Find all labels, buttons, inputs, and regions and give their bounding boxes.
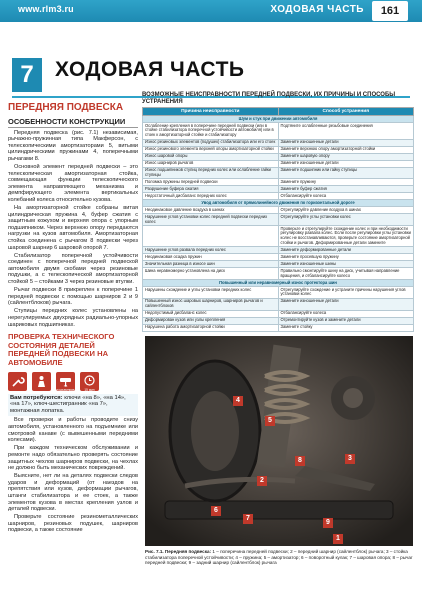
cause-cell: Неодинаковое давление воздуха в шинах: [143, 207, 279, 214]
fix-cell: Замените деформированные детали: [278, 247, 414, 254]
photo-callout-8: 8: [295, 456, 305, 466]
cause-cell: Повышенный износ шаровых шарниров, шарниров рычагов и сайлентблоков: [143, 298, 279, 310]
cause-cell: Поломка пружины передней подвески: [143, 179, 279, 186]
photo-callout-1: 1: [333, 534, 343, 544]
table-title: ВОЗМОЖНЫЕ НЕИСПРАВНОСТИ ПЕРЕДНЕЙ ПОДВЕСКИ, ИХ ПРИЧИНЫ И СПОСОБЫ УСТРАНЕНИЯ: [142, 92, 396, 105]
table-row: [143, 225, 414, 246]
paragraph: На амортизаторной стойке собраны витая цилиндрическая пружина 4, буфер сжатия с защитным кожухом и верхняя опора с упорным подшипником. Через верхнюю опору передаются нагрузки на кузов автомобиля. Амортизаторная стойка соединена с рычагом 8 подвески через шаровой шарнир 6 шаровой опорой 7.: [8, 205, 138, 251]
table-header-fix: Способ устранения: [278, 108, 414, 116]
wrench-icon: [8, 372, 27, 391]
lift-icon: [56, 372, 75, 391]
fix-cell: Замените изношенные детали: [278, 160, 414, 167]
fix-cell: Подтяните ослабленные резьбовые соединения: [278, 122, 414, 139]
figure-caption-lead: Рис. 7.1. Передняя подвеска:: [145, 549, 212, 554]
chapter-number-badge: 7: [12, 58, 42, 92]
fix-cell: Замените подшипник или гайку ступицы: [278, 167, 414, 179]
cause-cell: Нарушение углов развала передних колес: [143, 247, 279, 254]
table-row: [143, 261, 414, 268]
fix-cell: Замените буфер сжатия: [278, 186, 414, 193]
table-header-cause: Причина неисправности: [143, 108, 279, 116]
paragraph: При каждом техническом обслуживании и ремонте надо обязательно проверять состояние защитных чехлов шарниров подвески, на чехлах не должно быть механических повреждений.: [8, 445, 138, 472]
cause-cell: Шина неравномерно установлена на диск: [143, 268, 279, 280]
table-row: [143, 298, 414, 310]
tool-icons-row: [8, 372, 138, 391]
table-group-row: [143, 116, 414, 123]
table-row: [143, 317, 414, 324]
table-row: [143, 122, 414, 139]
required-tools-text: ключи «на 8», «на 14», «на 17», ключ-шестигранник «на 7», монтажная лопатка.: [10, 394, 126, 415]
person-icon: [32, 372, 51, 391]
cause-cell: Недостаточный дисбаланс передних колес: [143, 193, 279, 200]
fix-cell: Отбалансируйте колеса: [278, 193, 414, 200]
table-row: [143, 146, 414, 153]
fix-cell: Замените изношенные детали: [278, 298, 414, 310]
faults-table: [142, 107, 414, 332]
photo-callout-9: 9: [323, 518, 333, 528]
fix-cell: Замените изношенные детали: [278, 139, 414, 146]
header-section-title: ХОДОВАЯ ЧАСТЬ: [270, 4, 364, 15]
photo-callout-3: 3: [345, 454, 355, 464]
paragraph: Проверьте состояние резинометаллических шарниров, резиновых подушек, шарниров подвески, а также состояние: [8, 514, 138, 534]
fix-cell: Замените изношенные шины: [278, 261, 414, 268]
cause-cell: Износ подшипников ступиц передних колес или ослабление гайки ступицы: [143, 167, 279, 179]
table-row: [143, 160, 414, 167]
table-row: [143, 186, 414, 193]
page-number: 161: [372, 1, 408, 21]
cause-cell: Износ шарниров рычагов: [143, 160, 279, 167]
time-label: 15 мин: [84, 387, 95, 392]
photo-callout-2: 2: [257, 476, 267, 486]
suspension-photo: [145, 336, 413, 546]
fix-cell: Замените пружину: [278, 179, 414, 186]
paragraph: Передняя подвеска (рис. 7.1) независимая, рычажно-пружинная типа Макферсон, с телескопическими амортизаторами 5, витыми цилиндрическими пружинами 4, поперечными рычагами 8.: [8, 129, 138, 162]
paragraph: Стабилизатор поперечной устойчивости соединен с поперечной передней подвеской автомобиля двумя скобами через резиновые подушки, а с телескопической амортизаторной стойкой 5 – стойками 3 через резиновые втулки.: [8, 252, 138, 286]
cause-cell: Износ шаровой опоры: [143, 153, 279, 160]
photo-callout-5: 5: [265, 416, 275, 426]
clock-icon: [80, 372, 99, 391]
photo-callout-7: 7: [243, 514, 253, 524]
fix-cell: Отрегулируйте давление воздуха в шинах: [278, 207, 414, 214]
fix-cell: Отрегулируйте схождение и устраните причины нарушения углов установки колес: [278, 287, 414, 299]
right-column: [142, 92, 414, 332]
cause-cell: Недопустимый дисбаланс колес: [143, 310, 279, 317]
fix-cell: Отремонтируйте кузов и замените детали: [278, 317, 414, 324]
fix-cell: Отрегулируйте углы установки колес: [278, 214, 414, 226]
section-heading: ПЕРЕДНЯЯ ПОДВЕСКА: [8, 102, 124, 113]
figure-caption-text: 1 – поперечина передней подвески; 2 – передний шарнир (сайлентблок) рычага; 3 – стойка стабилизатора поперечной устойчивости; 4 – пружина; 5 – амортизатор; 6 – поворотный кулак; 7 – шаровая опора; 8 – рычаг передней подвески; 9 – задний шарнир (сайлентблок) рычага: [145, 549, 413, 566]
cause-cell: Ослабление крепления в поперечине передней подвески (или в стойке стабилизатора поперечной устойчивости автомобиля) или в стоек к амортизаторной стойке и стабилизатору: [143, 122, 279, 139]
paragraph: Все проверки и работы проводите снизу автомобиля, установленного на подъемнике или смотровой канаве (с вывешенными передними колесами).: [8, 417, 138, 444]
cause-cell: Деформирован кузов или узлы крепления: [143, 317, 279, 324]
table-body: [143, 116, 414, 332]
table-row: [143, 254, 414, 261]
table-row: [143, 214, 414, 226]
table-row: [143, 153, 414, 160]
photo-callout-6: 6: [211, 506, 221, 516]
paragraph: Выясните, нет ли на деталях подвески следов ударов и деформаций (от наездов на препятствия или кузов, деформации рычагов, штанги стабилизатора и ее стоек, а также элементов кузова в местах крепления узлов и деталей подвески.: [8, 473, 138, 513]
section-subheading: ОСОБЕННОСТИ КОНСТРУКЦИИ: [8, 117, 138, 128]
table-group-row: [143, 280, 414, 287]
table-row: [143, 310, 414, 317]
inspection-heading: ПРОВЕРКА ТЕХНИЧЕСКОГО СОСТОЯНИЯ ДЕТАЛЕЙ ПЕРЕДНЕЙ ПОДВЕСКИ НА АВТОМОБИЛЕ: [8, 332, 115, 367]
cause-cell: Нарушены схождение и углы установки передних колес: [143, 287, 279, 299]
photo-callout-4: 4: [233, 396, 243, 406]
fix-cell: Проверьте и отрегулируйте схождение колес и при необходимости регулировку развала колес. Если после регулировки углы установки колес не восстанавливаются, проверьте состояние амортизаторной стойки и рычагов. Деформированные детали замените: [278, 225, 414, 246]
table-group-title: Увод автомобиля от прямолинейного движения по горизонтальной дороге: [143, 200, 414, 207]
figure-caption: [145, 549, 413, 566]
table-row: [143, 167, 414, 179]
table-group-row: [143, 200, 414, 207]
table-row: [143, 324, 414, 331]
table-group-title: Шум и стук при движении автомобиля: [143, 116, 414, 123]
fix-cell: Замените шаровую опору: [278, 153, 414, 160]
table-row: [143, 247, 414, 254]
required-tools-note: [8, 394, 138, 416]
table-row: [143, 193, 414, 200]
table-row: [143, 268, 414, 280]
fix-cell: Замените просевшую пружину: [278, 254, 414, 261]
cause-cell: Износ резинового элемента верхней опоры амортизаторной стойки: [143, 146, 279, 153]
site-url: www.rlm3.ru: [18, 4, 74, 14]
page-header-bar: [0, 0, 422, 22]
lift-label: на подъемнике: [56, 383, 75, 392]
cause-cell: Значительная разница в износе шин: [143, 261, 279, 268]
paragraph: Рычаг подвески 8 прикреплен к поперечине 1 передней подвески с помощью шарниров 2 и 9 (сайлентблоков) рычага.: [8, 287, 138, 307]
cause-cell: [143, 225, 279, 246]
table-row: [143, 287, 414, 299]
required-tools-prefix: Вам потребуются:: [10, 394, 63, 401]
left-text-column: [8, 100, 138, 595]
fix-cell: Отбалансируйте колеса: [278, 310, 414, 317]
cause-cell: Нарушена работа амортизаторной стойки: [143, 324, 279, 331]
table-row: [143, 179, 414, 186]
fix-cell: Правильно смонтируйте шину на диск, учитывая направление вращения, и отбалансируйте колесо: [278, 268, 414, 280]
cause-cell: Износ резиновых элементов (подушек) стабилизатора или его стоек: [143, 139, 279, 146]
paragraph: Основной элемент передней подвески – это телескопическая амортизаторная стойка, совмещающая функции телескопического элемента направляющего механизма и демпфирующего элемента вертикальных колебаний колеса относительно кузова.: [8, 163, 138, 203]
table-row: [143, 207, 414, 214]
fix-cell: Замените верхнюю опору амортизаторной стойки: [278, 146, 414, 153]
paragraph: Ступицы передних колес установлены на нерегулируемых двухрядных радиально-упорных шариковых подшипниках.: [8, 308, 138, 328]
cause-cell: Нарушение углов установки колес передней подвески передних колес: [143, 214, 279, 226]
fix-cell: Замените стойку: [278, 324, 414, 331]
chapter-title: ХОДОВАЯ ЧАСТЬ: [55, 58, 245, 81]
cause-cell: Неодинаковая осадка пружин: [143, 254, 279, 261]
cause-cell: Разрушение буфера сжатия: [143, 186, 279, 193]
table-row: [143, 139, 414, 146]
table-group-title: Повышенный или неравномерный износ протектора шин: [143, 280, 414, 287]
